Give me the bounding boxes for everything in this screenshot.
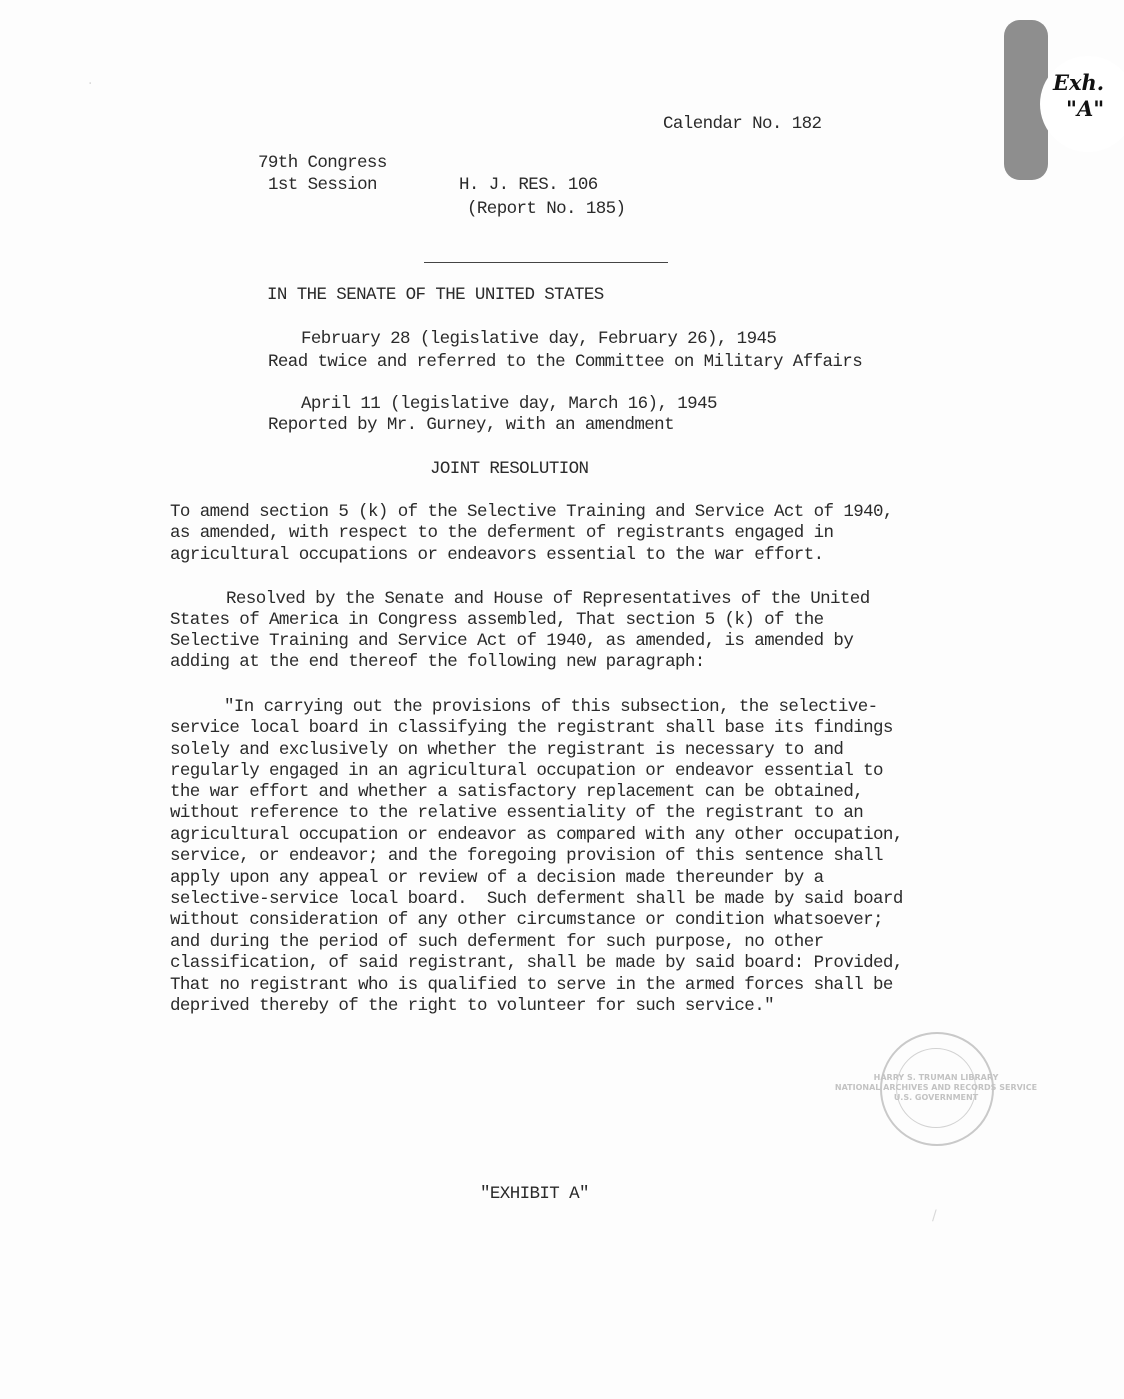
quoted-paragraph-line: regularly engaged in an agricultural occupation or endeavor essential to	[170, 761, 883, 781]
quoted-paragraph-line: "In carrying out the provisions of this subsection, the selective-	[224, 697, 878, 717]
action-line: Reported by Mr. Gurney, with an amendment	[268, 415, 674, 435]
exhibit-label: "EXHIBIT A"	[480, 1184, 589, 1204]
exhibit-tag-line-1: Exh.	[1053, 70, 1105, 95]
quoted-paragraph-line: apply upon any appeal or review of a decision made thereunder by a	[170, 868, 824, 888]
quoted-paragraph-line: deprived thereby of the right to volunteer for such service."	[170, 996, 775, 1016]
quoted-paragraph-line: and during the period of such deferment for such purpose, no other	[170, 932, 824, 952]
resolved-line: States of America in Congress assembled, That section 5 (k) of the	[170, 610, 824, 630]
section-divider	[424, 262, 668, 263]
quoted-paragraph-line: without consideration of any other circumstance or condition whatsoever;	[170, 910, 883, 930]
purpose-line: as amended, with respect to the deferment of registrants engaged in	[170, 523, 834, 543]
session-number: 1st Session	[268, 175, 377, 195]
calendar-number: Calendar No. 182	[663, 114, 822, 134]
archives-stamp-text: HARRY S. TRUMAN LIBRARY NATIONAL ARCHIVES AND RECORDS SERVICE U.S. GOVERNMENT	[896, 1048, 976, 1128]
quoted-paragraph-line: without reference to the relative essentiality of the registrant to an	[170, 803, 864, 823]
quoted-paragraph-line: That no registrant who is qualified to serve in the armed forces shall be	[170, 975, 893, 995]
resolved-line: Resolved by the Senate and House of Representatives of the United	[226, 589, 870, 609]
quoted-paragraph-line: selective-service local board. Such deferment shall be made by said board	[170, 889, 903, 909]
smudge-mark: /	[932, 1208, 937, 1224]
senate-heading: IN THE SENATE OF THE UNITED STATES	[267, 285, 604, 305]
congress-number: 79th Congress	[258, 153, 387, 173]
report-number: (Report No. 185)	[467, 199, 626, 219]
quoted-paragraph-line: agricultural occupation or endeavor as compared with any other occupation,	[170, 825, 903, 845]
smudge-mark: ·	[88, 76, 93, 92]
action-line: April 11 (legislative day, March 16), 1945	[301, 394, 717, 414]
document-type-heading: JOINT RESOLUTION	[430, 459, 589, 479]
resolution-number: H. J. RES. 106	[459, 175, 598, 195]
exhibit-tag-line-2: "A"	[1066, 96, 1105, 121]
action-line: Read twice and referred to the Committee on Military Affairs	[268, 352, 863, 372]
quoted-paragraph-line: service local board in classifying the registrant shall base its findings	[170, 718, 893, 738]
action-line: February 28 (legislative day, February 26), 1945	[301, 329, 777, 349]
quoted-paragraph-line: the war effort and whether a satisfactory replacement can be obtained,	[170, 782, 864, 802]
quoted-paragraph-line: classification, of said registrant, shall be made by said board: Provided,	[170, 953, 903, 973]
resolved-line: adding at the end thereof the following new paragraph:	[170, 652, 705, 672]
quoted-paragraph-line: solely and exclusively on whether the registrant is necessary to and	[170, 740, 844, 760]
purpose-line: agricultural occupations or endeavors essential to the war effort.	[170, 545, 824, 565]
archives-stamp	[834, 1032, 1038, 1146]
purpose-line: To amend section 5 (k) of the Selective Training and Service Act of 1940,	[170, 502, 893, 522]
resolved-line: Selective Training and Service Act of 1940, as amended, is amended by	[170, 631, 854, 651]
quoted-paragraph-line: service, or endeavor; and the foregoing provision of this sentence shall	[170, 846, 883, 866]
